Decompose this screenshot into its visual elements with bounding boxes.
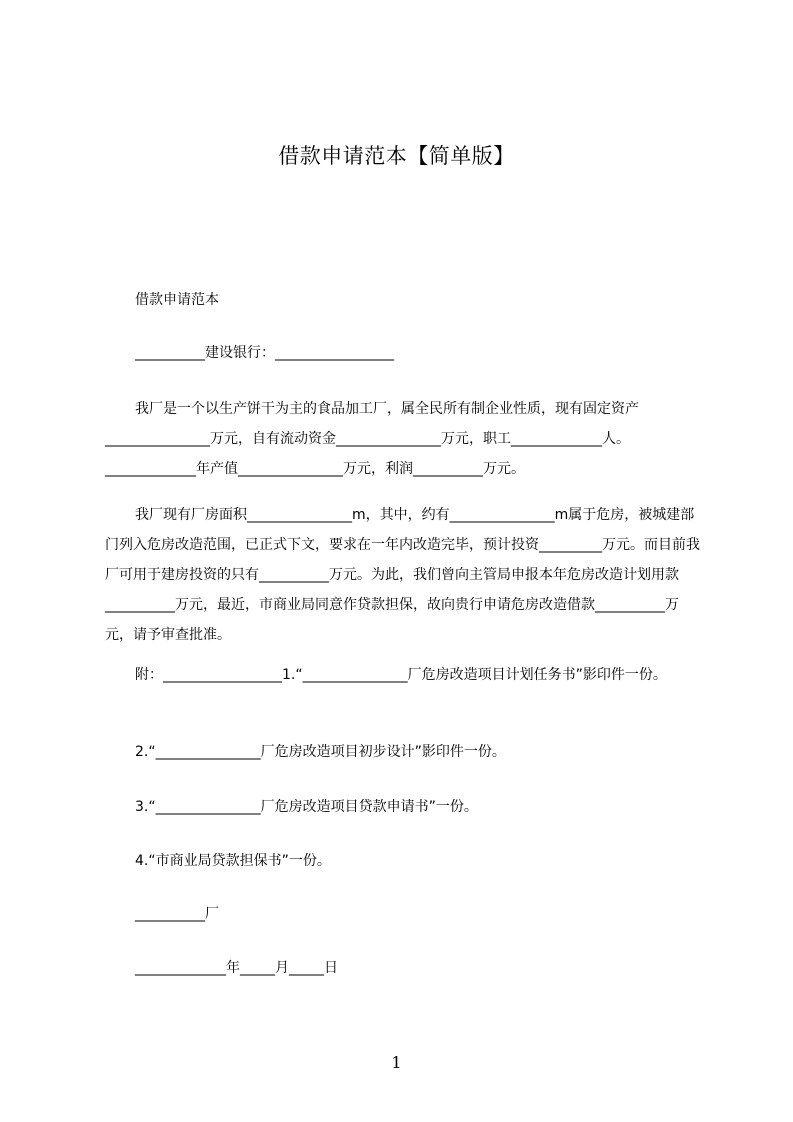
page-number: 1 bbox=[391, 1053, 402, 1072]
document-title: 借款申请范本【简单版】 bbox=[278, 144, 515, 168]
signature-line: __________厂 bbox=[135, 906, 219, 922]
attachment-intro: 附：_________________1.“_______________厂危房改造项目计划任务书”影印件一份。 bbox=[135, 667, 667, 683]
attachment-item-3: 3.“_______________厂危房改造项目贷款申请书”一份。 bbox=[135, 799, 478, 815]
attachment-item-2: 2.“_______________厂危房改造项目初步设计”影印件一份。 bbox=[135, 744, 506, 760]
attachment-item-4: 4.“市商业局贷款担保书”一份。 bbox=[135, 853, 331, 869]
addressee-line: __________建设银行：_________________ bbox=[135, 345, 394, 361]
paragraph-company-profile: 我厂是一个以生产饼干为主的食品加工厂，属全民所有制企业性质，现有固定资产_______________万元，自有流动资金_______________万元，职工_____________人。_____________年产值_______________万元，利润__________万元。 bbox=[105, 401, 639, 477]
section-heading: 借款申请范本 bbox=[135, 292, 219, 308]
paragraph-loan-request: 我厂现有厂房面积_______________m，其中，约有_______________m属于危房，被城建部门列入危房改造范围，已正式下文，要求在一年内改造完毕，预计投资_________万元。而目前我厂可用于建房投资的只有__________万元。为此，我们曾向主管局申报本年危房改造计划用款__________万元，最近，市商业局同意作贷款担保，故向贵行申请危房改造借款__________万元，请予审查批准。 bbox=[105, 507, 700, 643]
date-line: _____________年_____月_____日 bbox=[135, 960, 338, 976]
